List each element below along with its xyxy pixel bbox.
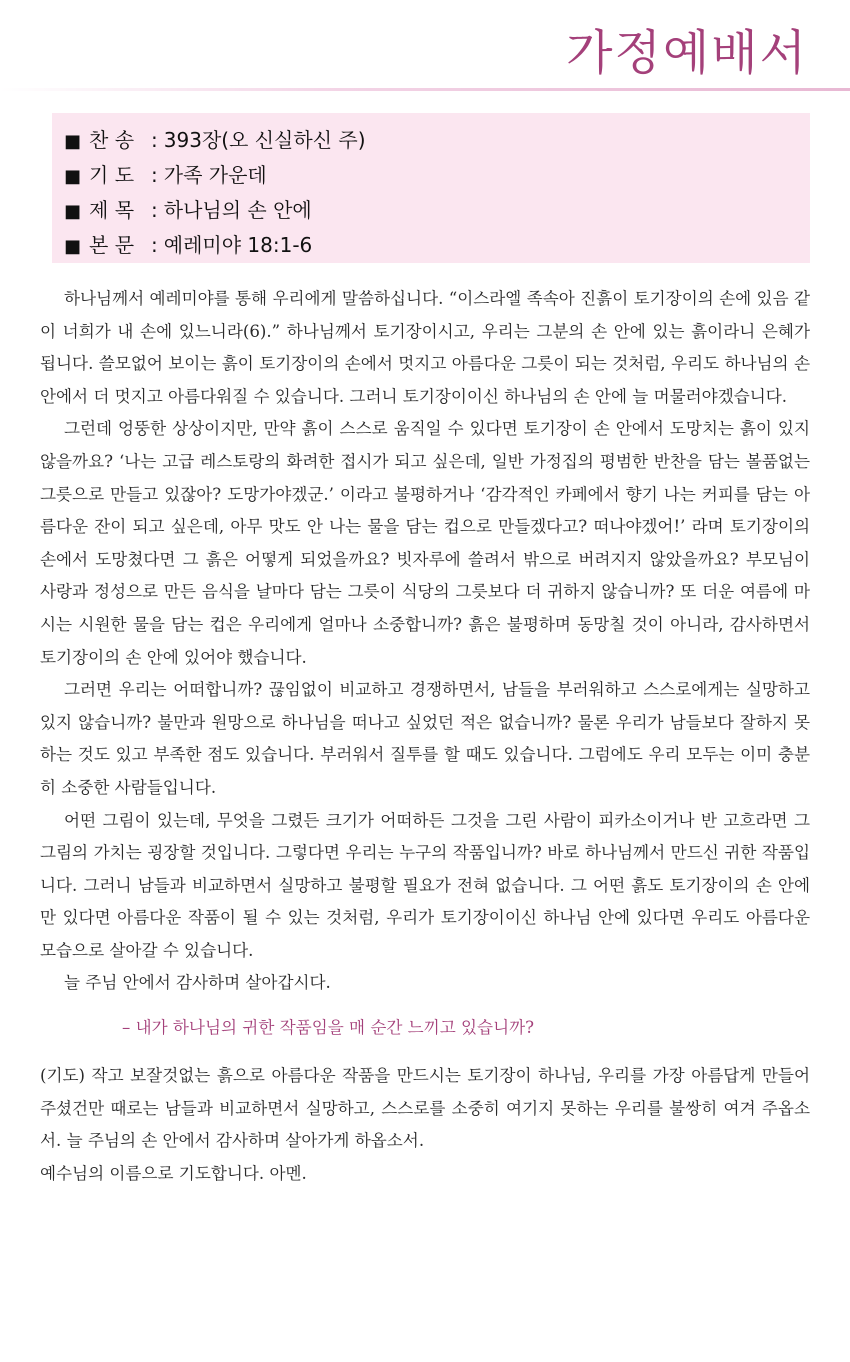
- sermon-body: [40, 283, 810, 1190]
- body-paragraph: 하나님께서 예레미야를 통해 우리에게 말씀하십니다. “이스라엘 족속아 진흙이 토기장이의 손에 있음 같이 너희가 내 손에 있느니라(6).” 하나님께서 토기장이시고, 우리는 그분의 손 안에 있는 흙이라니 은혜가 됩니다. 쓸모없어 보이는 흙이 토기장이의 손에서 멋지고 아름다운 그릇이 되는 것처럼, 우리도 하나님의 손 안에서 더 멋지고 아름다워질 수 있습니다. 그러니 토기장이이신 하나님의 손 안에 늘 머물러야겠습니다.: [40, 289, 810, 406]
- info-row-subject: ■ 제 목 : 하나님의 손 안에: [64, 193, 810, 228]
- info-label: 제 목: [89, 198, 135, 222]
- bullet-square: ■: [64, 166, 82, 187]
- bullet-square: ■: [64, 131, 82, 152]
- info-row-hymn: ■ 찬 송 : 393장(오 신실하신 주): [64, 123, 810, 158]
- closing-sentence: 늘 주님 안에서 감사하며 살아갑시다.: [64, 973, 331, 993]
- body-paragraph: 그러면 우리는 어떠합니까? 끊임없이 비교하고 경쟁하면서, 남들을 부러워하고 스스로에게는 실망하고 있지 않습니까? 불만과 원망으로 하나님을 떠나고 싶었던 적은 없습니까? 물론 우리가 남들보다 잘하지 못하는 것도 있고 부족한 점도 있습니다. 부러워서 질투를 할 때도 있습니다. 그럼에도 우리 모두는 이미 충분히 소중한 사람들입니다.: [40, 680, 810, 797]
- info-label: 본 문: [89, 233, 135, 257]
- bullet-square: ■: [64, 236, 82, 257]
- info-value: 393장(오 신실하신 주): [163, 128, 366, 152]
- info-row-scripture: ■ 본 문 : 예레미야 18:1-6: [64, 228, 810, 263]
- reflection-question: – 내가 하나님의 귀한 작품임을 매 순간 느끼고 있습니까?: [122, 1018, 535, 1038]
- page-title: 가정예배서: [566, 25, 808, 81]
- info-row-prayer: ■ 기 도 : 가족 가운데: [64, 158, 810, 193]
- info-value: 예레미야 18:1-6: [163, 233, 313, 257]
- bullet-square: ■: [64, 201, 82, 222]
- info-value: 하나님의 손 안에: [163, 198, 312, 222]
- prayer-paragraph: (기도) 작고 보잘것없는 흙으로 아름다운 작품을 만드시는 토기장이 하나님, 우리를 가장 아름답게 만들어 주셨건만 때로는 남들과 비교하면서 실망하고, 스스로를 소중히 여기지 못하는 우리를 불쌍히 여겨 주옵소서. 늘 주님의 손 안에서 감사하며 살아가게 하옵소서.: [40, 1066, 810, 1151]
- worship-info-box: [52, 113, 810, 263]
- body-paragraph: 어떤 그림이 있는데, 무엇을 그렸든 크기가 어떠하든 그것을 그린 사람이 피카소이거나 반 고흐라면 그 그림의 가치는 굉장할 것입니다. 그렇다면 우리는 누구의 작품입니까? 바로 하나님께서 만드신 귀한 작품입니다. 그러니 남들과 비교하면서 실망하고 불평할 필요가 전혀 없습니다. 그 어떤 흙도 토기장이의 손 안에만 있다면 아름다운 작품이 될 수 있는 것처럼, 우리가 토기장이이신 하나님 안에 있다면 우리도 아름다운 모습으로 살아갈 수 있습니다.: [40, 810, 810, 960]
- info-label: 찬 송: [89, 128, 135, 152]
- info-label: 기 도: [89, 163, 135, 187]
- prayer-ending: 예수님의 이름으로 기도합니다. 아멘.: [40, 1163, 307, 1183]
- info-value: 가족 가운데: [163, 163, 267, 187]
- body-paragraph: 그런데 엉뚱한 상상이지만, 만약 흙이 스스로 움직일 수 있다면 토기장이 손 안에서 도망치는 흙이 있지 않을까요? ‘나는 고급 레스토랑의 화려한 접시가 되고 싶은데, 일반 가정집의 평범한 반찬을 담는 볼품없는 그릇으로 만들고 있잖아? 도망가야겠군.’ 이라고 불평하거나 ‘감각적인 카페에서 향기 나는 커피를 담는 아름다운 잔이 되고 싶은데, 아무 맛도 안 나는 물을 담는 컵으로 만들겠다고? 떠나야겠어!’ 라며 토기장이의 손에서 도망쳤다면 그 흙은 어떻게 되었을까요? 빗자루에 쓸려서 밖으로 버려지지 않았을까요? 부모님이 사랑과 정성으로 만든 음식을 날마다 담는 그릇이 식당의 그릇보다 더 귀하지 않습니까? 또 더운 여름에 마시는 시원한 물을 담는 컵은 우리에게 얼마나 소중합니까? 흙은 불평하며 동망칠 것이 아니라, 감사하면서 토기장이의 손 안에 있어야 했습니다.: [40, 419, 810, 667]
- header: [0, 0, 850, 100]
- title-divider: [0, 88, 850, 91]
